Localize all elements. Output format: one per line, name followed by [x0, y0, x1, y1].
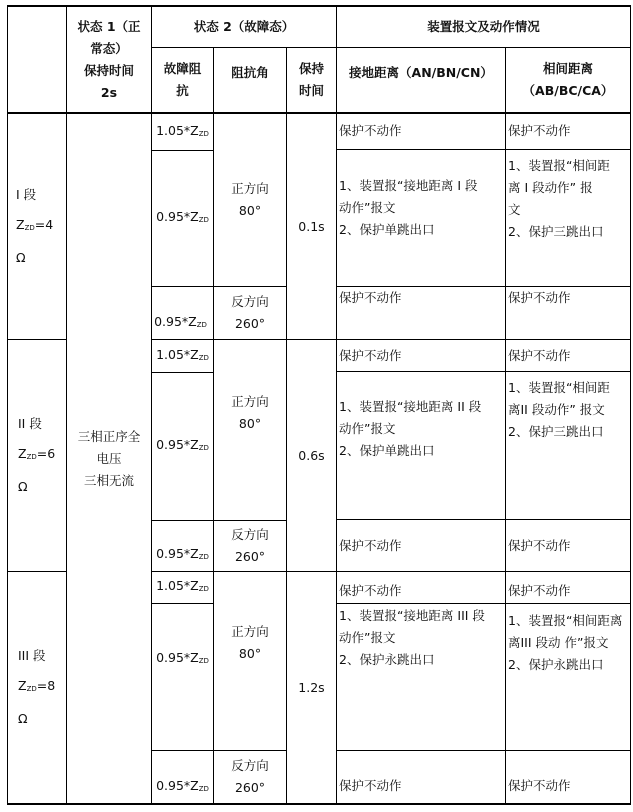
- impedance-text: 1.05*Z: [156, 122, 199, 138]
- row-divider: [336, 750, 631, 751]
- header-ground-label: 接地距离（AN/BN/CN）: [349, 65, 493, 80]
- ground-result: 保护不动作: [339, 538, 402, 553]
- hold-value: 0.1s: [298, 218, 325, 234]
- angle-direction: 正方向: [231, 181, 269, 196]
- impedance-text: 0.95*Z: [156, 545, 199, 561]
- impedance-text: 0.95*Z: [156, 649, 199, 665]
- zd-subscript: ZD: [198, 444, 209, 452]
- zset-prefix: Z: [16, 217, 25, 232]
- header-hold: [287, 48, 336, 112]
- angle-cell: [214, 751, 286, 803]
- impedance-cell: [152, 114, 213, 150]
- zset-prefix: Z: [18, 678, 27, 693]
- header-state1-line: 2s: [100, 84, 118, 100]
- ground-result: 保护不动作: [339, 348, 402, 363]
- angle-direction: 反方向: [231, 527, 269, 542]
- header-angle: [214, 48, 286, 98]
- zset-prefix: Z: [18, 446, 27, 461]
- angle-value: 80°: [238, 203, 262, 218]
- header-phase-line: 相间距离: [542, 61, 593, 76]
- section-unit: Ω: [16, 250, 26, 265]
- zset-value: =4: [34, 217, 54, 232]
- ground-result: 保护不动作: [339, 123, 402, 138]
- angle-cell: [214, 287, 286, 339]
- phase-result: 1、装置报“相间距 离II 段动作” 报文 2、保护三跳出口: [508, 380, 610, 439]
- zd-subscript: ZD: [198, 656, 209, 665]
- header-state2: [152, 7, 336, 47]
- section-zset: [18, 439, 55, 472]
- impedance-value: [156, 434, 209, 459]
- phase-result: 保护不动作: [508, 348, 571, 363]
- header-impedance-line: 故障阻: [163, 61, 202, 76]
- impedance-cell: [148, 287, 213, 339]
- angle-direction: 反方向: [231, 758, 269, 773]
- angle-value: 260°: [234, 549, 266, 564]
- impedance-cell: [152, 151, 213, 286]
- section-label: [8, 114, 66, 339]
- section-label: [8, 572, 66, 803]
- state1-value-line: 电压: [96, 450, 122, 466]
- ground-result: 保护不动作: [339, 290, 402, 305]
- angle-direction: 正方向: [231, 624, 269, 639]
- impedance-text: 0.95*Z: [154, 313, 197, 329]
- impedance-cell: [152, 340, 213, 372]
- phase-result: 保护不动作: [508, 778, 571, 793]
- impedance-cell: [152, 373, 213, 520]
- zd-subscript: ZD: [198, 353, 209, 362]
- zd-subscript: ZD: [198, 784, 209, 793]
- ground-result: 1、装置报“接地距离 II 段 动作”报文 2、保护单跳出口: [339, 399, 482, 458]
- hold-cell: [287, 572, 336, 803]
- ground-result: 1、装置报“接地距离 I 段 动作”报文 2、保护单跳出口: [339, 178, 478, 237]
- zd-subscript: ZD: [26, 685, 37, 693]
- zd-subscript: ZD: [198, 552, 209, 561]
- impedance-value: [156, 775, 209, 800]
- phase-result: 保护不动作: [508, 538, 571, 553]
- header-state1-line: 保持时间: [83, 62, 134, 78]
- impedance-cell: [152, 604, 213, 714]
- impedance-cell: [152, 521, 213, 571]
- table-border-bottom: [7, 803, 631, 805]
- state1-value: [67, 114, 151, 803]
- section-unit: Ω: [18, 479, 28, 494]
- header-state1-line: 状态 1（正: [77, 18, 141, 34]
- angle-cell: [214, 521, 286, 571]
- hold-cell: [287, 114, 336, 339]
- section-label: [8, 340, 66, 571]
- hold-value: 0.6s: [298, 447, 325, 463]
- impedance-value: [154, 311, 207, 336]
- header-report-label: 装置报文及动作情况: [427, 19, 540, 34]
- ground-result: 1、装置报“接地距离 III 段 动作”报文 2、保护永跳出口: [339, 608, 485, 667]
- header-phase-line: （AB/BC/CA）: [522, 83, 614, 98]
- zd-subscript: ZD: [196, 320, 207, 329]
- header-ground: [337, 48, 505, 98]
- angle-value: 260°: [234, 316, 266, 331]
- zset-value: =8: [36, 678, 56, 693]
- zd-subscript: ZD: [26, 453, 37, 461]
- angle-cell: [214, 340, 286, 480]
- impedance-value: [156, 575, 209, 600]
- impedance-text: 1.05*Z: [156, 346, 199, 362]
- row-divider: [336, 603, 631, 604]
- section-unit: Ω: [18, 711, 28, 726]
- section-name: III 段: [18, 648, 46, 663]
- angle-value: 260°: [234, 780, 266, 795]
- ground-result: 保护不动作: [339, 778, 402, 793]
- hold-value: 1.2s: [298, 679, 325, 695]
- header-angle-label: 阻抗角: [231, 65, 269, 80]
- header-state1-line: 常态）: [90, 40, 128, 56]
- section-zset: [16, 210, 53, 243]
- header-hold-line: 时间: [298, 83, 324, 98]
- zd-subscript: ZD: [24, 224, 35, 232]
- row-divider: [336, 519, 631, 520]
- phase-result: 1、装置报“相间距 离 I 段动作” 报 文 2、保护三跳出口: [508, 158, 610, 239]
- phase-result: 保护不动作: [508, 290, 571, 305]
- header-phase: [506, 48, 630, 112]
- impedance-value: [156, 206, 209, 231]
- impedance-text: 0.95*Z: [156, 437, 199, 452]
- impedance-cell: [152, 751, 213, 803]
- row-divider: [336, 149, 631, 150]
- angle-cell: [214, 114, 286, 286]
- zd-subscript: ZD: [198, 129, 209, 138]
- header-impedance-line: 抗: [176, 83, 189, 98]
- row-divider: [336, 371, 631, 372]
- angle-direction: 反方向: [231, 294, 269, 309]
- angle-direction: 正方向: [231, 393, 269, 409]
- table-border-right: [630, 5, 631, 805]
- angle-value: 80°: [238, 646, 262, 661]
- header-state1: [67, 7, 151, 112]
- impedance-value: [156, 647, 209, 672]
- impedance-value: [156, 120, 209, 145]
- angle-value: 80°: [238, 415, 262, 431]
- phase-result: 1、装置报“相间距离 离III 段动 作”报文 2、保护永跳出口: [508, 613, 623, 672]
- impedance-text: 1.05*Z: [156, 578, 199, 593]
- hold-cell: [287, 340, 336, 571]
- zd-subscript: ZD: [198, 216, 209, 224]
- impedance-value: [156, 344, 209, 369]
- impedance-text: 0.95*Z: [156, 209, 199, 224]
- state1-value-line: 三相正序全: [77, 428, 141, 444]
- impedance-text: 0.95*Z: [156, 777, 199, 793]
- phase-result: 保护不动作: [508, 123, 571, 138]
- header-state2-label: 状态 2（故障态）: [193, 19, 295, 34]
- ground-result: 保护不动作: [339, 583, 402, 598]
- header-hold-line: 保持: [298, 61, 324, 76]
- phase-result: 保护不动作: [508, 583, 571, 598]
- state1-value-line: 三相无流: [83, 472, 134, 488]
- section-name: I 段: [16, 187, 37, 202]
- header-report: [337, 7, 630, 47]
- zd-subscript: ZD: [198, 585, 209, 593]
- section-zset: [18, 671, 55, 704]
- zset-value: =6: [36, 446, 56, 461]
- angle-cell: [214, 572, 286, 702]
- impedance-value: [156, 543, 209, 568]
- header-impedance: [152, 48, 213, 112]
- impedance-cell: [152, 572, 213, 603]
- section-name: II 段: [18, 416, 42, 431]
